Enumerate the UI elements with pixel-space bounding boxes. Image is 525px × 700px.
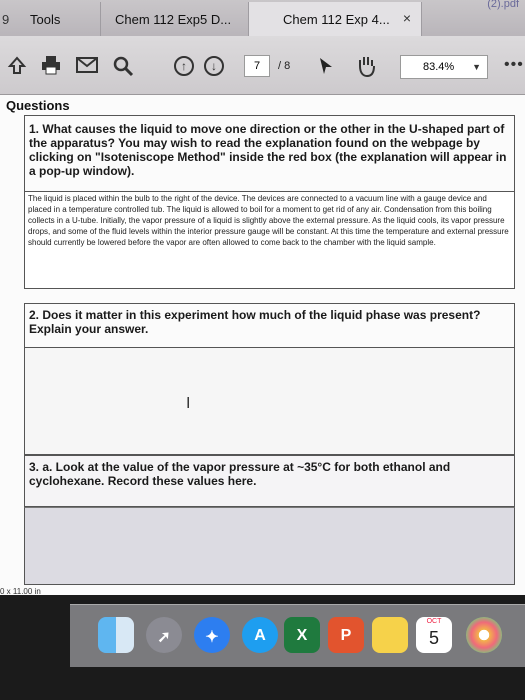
- question-2-text: 2. Does it matter in this experiment how much of the liquid phase was present? Explain your answer.: [29, 308, 481, 336]
- toolbar: [0, 36, 525, 95]
- calendar-icon[interactable]: [416, 617, 452, 653]
- corner-fragment-text: (2).pdf: [487, 0, 519, 10]
- select-arrow-icon[interactable]: [318, 57, 334, 79]
- app-store-icon[interactable]: [242, 617, 278, 653]
- question-3-box: [24, 455, 515, 507]
- more-icon[interactable]: •••: [504, 56, 524, 73]
- page-up-icon[interactable]: ↑: [174, 56, 194, 76]
- powerpoint-icon[interactable]: [328, 617, 364, 653]
- page-number-input[interactable]: 7: [244, 55, 270, 77]
- tab-tools[interactable]: [0, 2, 100, 36]
- question-1-text: 1. What causes the liquid to move one direction or the other in the U-shaped part of the apparatus? You may wish to read the explanation found on the webpage by clicking on "Isoteniscope Method" inside the red box (the explanation will appear in a pop-up window).: [29, 122, 507, 178]
- question-2-box: [24, 303, 515, 347]
- tab-bar: [0, 0, 525, 36]
- excel-icon[interactable]: [284, 617, 320, 653]
- tab-number: 9: [2, 12, 10, 27]
- photos-icon[interactable]: [466, 617, 502, 653]
- answer-1-text: The liquid is placed within the bulb to the right of the device. The devices are connected to a vacuum line with a gauge device and placed in a temperature controlled tub. The liquid is allowed to boil for a moment to get rid of any air. Condensation from this boiling collects in a U-tube. Initially, the vapor pressure of a liquid is slightly above the external pressure. As the liquid cools, its vapor pressure drops, and some of the fluid levels within the interior pressure gauge will be constant. At this time the temperature and external pressure should currently be lowered before the vapor are often allowed to come back to the chamber with the liquid sample.: [28, 194, 509, 247]
- question-3-text: 3. a. Look at the value of the vapor pressure at ~35°C for both ethanol and cyclohexane. Record these values here.: [29, 460, 451, 488]
- chevron-down-icon: ▼: [472, 62, 481, 72]
- document-viewer[interactable]: [0, 95, 525, 595]
- zoom-value: 83.4%: [423, 61, 455, 73]
- calendar-month: OCT: [426, 618, 442, 625]
- questions-heading: Questions: [6, 98, 70, 113]
- calendar-day: 5: [428, 628, 439, 648]
- share-icon[interactable]: [6, 56, 28, 80]
- dock: [70, 604, 525, 667]
- rocket-icon: ➚: [157, 629, 171, 646]
- tab-label: Chem 112 Exp 4...: [283, 12, 390, 27]
- print-icon[interactable]: [40, 54, 62, 80]
- page-total: / 8: [278, 60, 291, 72]
- search-icon[interactable]: [112, 55, 134, 81]
- text-cursor-icon: I: [186, 395, 191, 412]
- hand-icon[interactable]: [354, 54, 378, 82]
- launchpad-icon[interactable]: [146, 617, 182, 653]
- safari-icon[interactable]: [194, 617, 230, 653]
- page-down-icon[interactable]: ↓: [204, 56, 224, 76]
- tab-chem-exp5[interactable]: [100, 2, 248, 36]
- tab-label: Chem 112 Exp5 D...: [115, 12, 232, 27]
- compass-icon: ✦: [205, 629, 219, 646]
- pdf-page: [0, 95, 525, 595]
- tools-label: Tools: [30, 12, 61, 27]
- question-1-box: [24, 115, 515, 191]
- answer-2-field[interactable]: [24, 347, 515, 455]
- answer-3-field[interactable]: [24, 507, 515, 585]
- app-store-glyph: A: [254, 627, 266, 644]
- zoom-select[interactable]: [400, 55, 488, 79]
- ppt-letter: P: [340, 627, 352, 644]
- finder-icon[interactable]: [98, 617, 134, 653]
- mail-icon[interactable]: [76, 56, 98, 78]
- window-title-fragment: [422, 2, 525, 36]
- answer-1-field[interactable]: [24, 191, 515, 289]
- excel-letter: X: [296, 627, 308, 644]
- page-size-label: 0 x 11.00 in: [0, 587, 41, 596]
- notes-icon[interactable]: [372, 617, 408, 653]
- close-icon[interactable]: ×: [402, 10, 411, 26]
- tab-chem-exp4[interactable]: [248, 2, 422, 36]
